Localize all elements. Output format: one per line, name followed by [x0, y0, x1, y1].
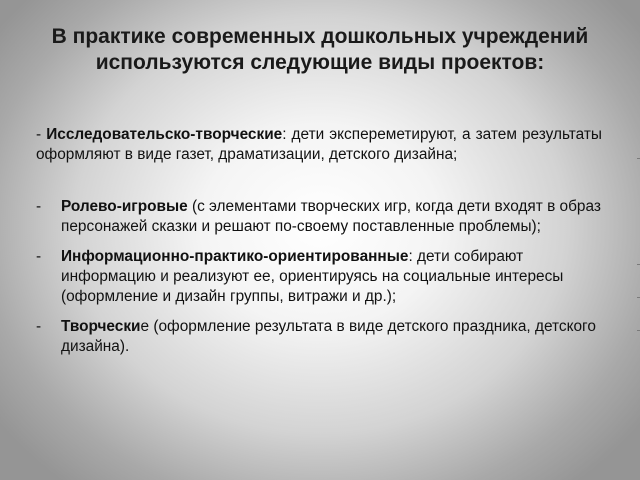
project-type-item-creative — [36, 317, 602, 357]
item-dash: - — [36, 248, 42, 265]
item-text: е (оформление результата в виде детского праздника, детского дизайна). — [61, 318, 596, 355]
item-text: : дети экспереметируют, а затем результаты оформляют в виде газет, драматизации, детского дизайна; — [36, 126, 602, 163]
project-types-list — [36, 197, 602, 367]
project-type-item-information — [36, 247, 602, 307]
item-term: Творчески — [61, 318, 141, 335]
item-term: Информационно-практико-ориентированные — [61, 248, 409, 265]
project-type-item-role-play — [36, 197, 602, 237]
slide-title: В практике современных дошкольных учреждений используются следующие виды проектов: — [51, 25, 589, 74]
item-dash: - — [36, 318, 42, 335]
item-term: Ролево-игровые — [61, 198, 188, 215]
item-dash: - — [36, 126, 42, 143]
item-term: Исследовательско-творческие — [46, 126, 283, 143]
item-text: (с элементами творческих игр, когда дети входят в образ персонажей сказки и решают по-своему поставленные проблемы); — [61, 198, 601, 235]
project-type-item-research — [36, 125, 602, 165]
item-dash: - — [36, 198, 42, 215]
item-text: : дети собирают информацию и реализуют ее, ориентируясь на социальные интересы (оформление и дизайн группы, витражи и др.); — [61, 248, 564, 305]
